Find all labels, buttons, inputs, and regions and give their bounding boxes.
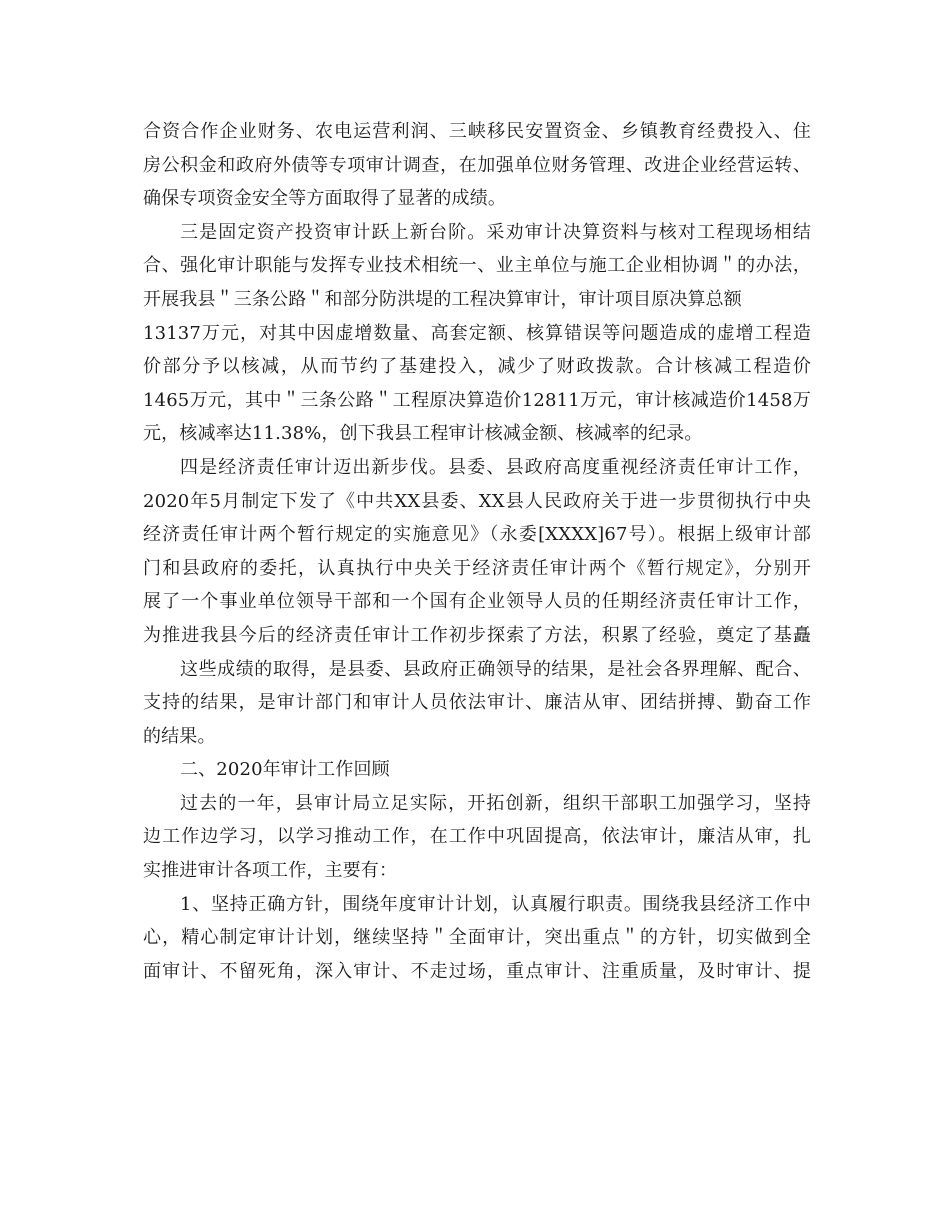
text-line: 1、坚持正确方针，围绕年度审计计划，认真履行职责。围绕我县经济工作中: [180, 893, 811, 915]
text-line: 开展我县＂三条公路＂和部分防洪堤的工程决算审计，审计项目原决算总额: [143, 288, 742, 310]
text-line: 价部分予以核减，从而节约了基建投入，减少了财政拨款。合计核减工程造价: [143, 356, 811, 378]
text-line: 过去的一年，县审计局立足实际，开拓创新，组织干部职工加强学习，坚持: [180, 792, 811, 814]
text-line: 支持的结果，是审计部门和审计人员依法审计、廉洁从审、团结拼搏、勤奋工作: [143, 692, 811, 714]
text-line: 二、2020年审计工作回顾: [180, 759, 390, 781]
text-line: 合资合作企业财务、农电运营利润、三峡移民安置资金、乡镇教育经费投入、住: [143, 121, 811, 142]
text-line: 面审计、不留死角，深入审计、不走过场，重点审计、注重质量，及时审计、提: [143, 960, 811, 982]
text-line: 四是经济责任审计迈出新步伐。县委、县政府高度重视经济责任审计工作，: [180, 456, 811, 478]
text-line: 三是固定资产投资审计跃上新台阶。采劝审计决算资料与核对工程现场相结: [180, 221, 811, 243]
text-line: 2020年5月制定下发了《中共XX县委、XX县人民政府关于进一步贯彻执行中央: [143, 490, 811, 512]
text-line: 实推进审计各项工作，主要有：: [143, 860, 398, 882]
text-line: 经济责任审计两个暂行规定的实施意见》（永委[XXXX]67号）。根据上级审计部: [143, 524, 811, 546]
text-line: 房公积金和政府外债等专项审计调查，在加强单位财务管理、改进企业经营运转、: [143, 154, 811, 176]
text-line: 13137万元，对其中因虚增数量、高套定额、核算错误等问题造成的虚增工程造: [143, 322, 811, 344]
text-line: 边工作边学习，以学习推动工作，在工作中巩固提高，依法审计，廉洁从审，扎: [143, 826, 811, 848]
text-line: 的结果。: [143, 725, 216, 747]
text-line: 元，核减率达11.38%，创下我县工程审计核减金额、核减率的纪录。: [143, 423, 703, 445]
text-line: 门和县政府的委托，认真执行中央关于经济责任审计两个《暂行规定》，分别开: [143, 557, 811, 579]
text-line: 展了一个事业单位领导干部和一个国有企业领导人员的任期经济责任审计工作，: [143, 591, 811, 613]
text-line: 1465万元，其中＂三条公路＂工程原决算造价12811万元，审计核减造价1458万: [143, 389, 811, 411]
text-line: 心，精心制定审计计划，继续坚持＂全面审计，突出重点＂的方针，切实做到全: [143, 927, 811, 949]
text-line: 确保专项资金安全等方面取得了显著的成绩。: [143, 188, 506, 210]
text-line: 合、强化审计职能与发挥专业技术相统一、业主单位与施工企业相协调＂的办法，: [143, 255, 811, 277]
text-line: 这些成绩的取得，是县委、县政府正确领导的结果，是社会各界理解、配合、: [180, 658, 811, 680]
document-body: [143, 115, 811, 988]
text-line: 为推进我县今后的经济责任审计工作初步探索了方法，积累了经验，奠定了基矗: [143, 624, 811, 646]
